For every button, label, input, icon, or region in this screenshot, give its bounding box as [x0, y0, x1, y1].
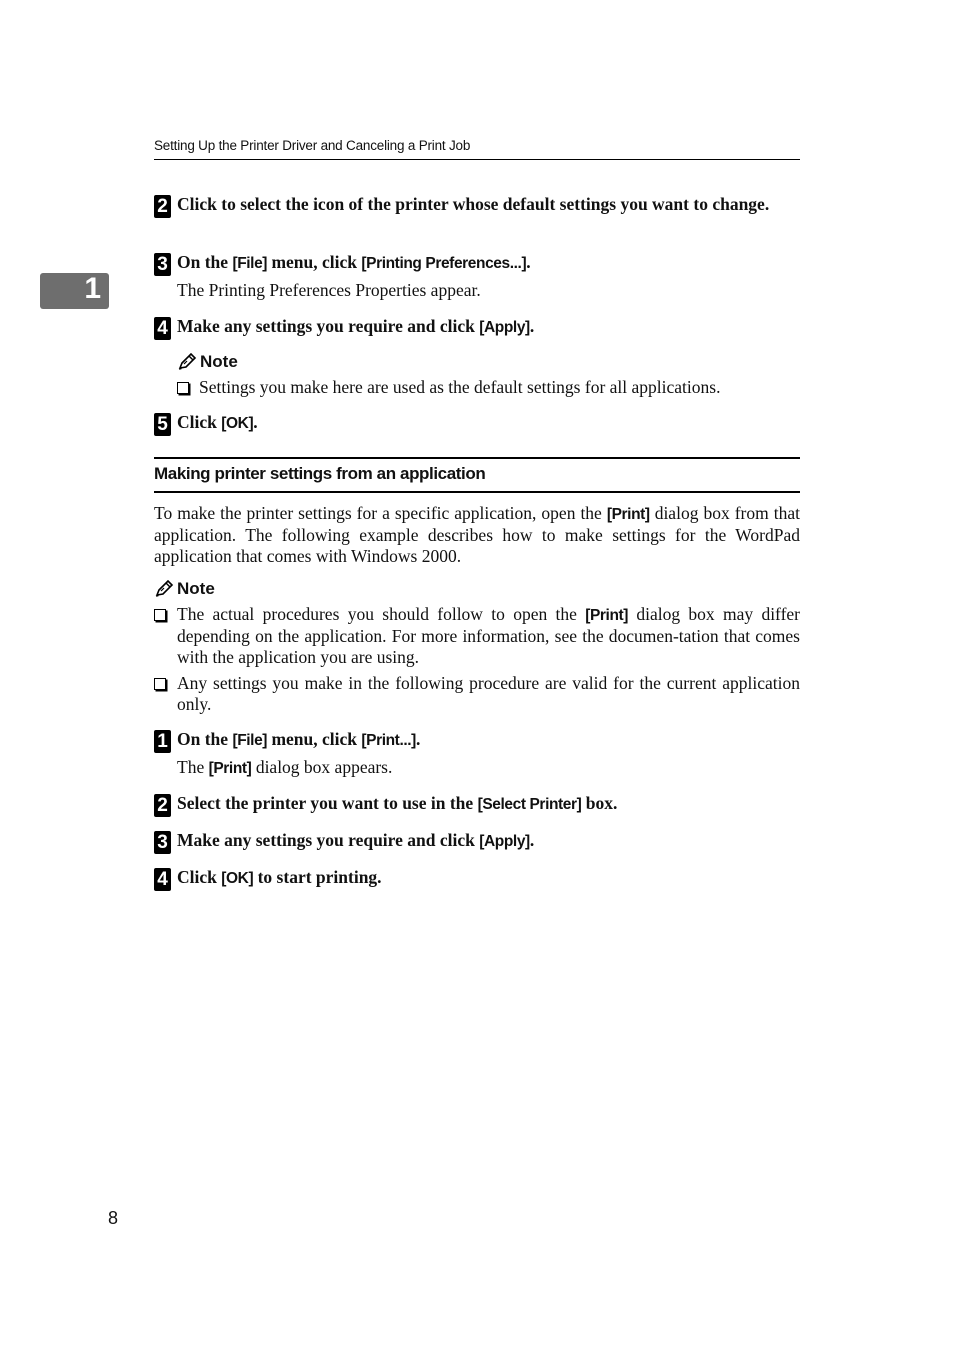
note-heading: [177, 352, 238, 372]
step-3-bottom: [154, 830, 800, 852]
chapter-tab: [40, 273, 109, 309]
step-text: On the [File] menu, click [Printing Preferences...].: [177, 252, 531, 272]
apply-ref: [Apply]: [479, 319, 530, 336]
note-title: Note: [177, 579, 215, 598]
step-number: 2: [154, 794, 171, 817]
checkbox-bullet-icon: [177, 382, 189, 394]
step-2-top: [154, 194, 800, 215]
pencil-icon: [154, 580, 174, 598]
step-number: 3: [154, 253, 171, 276]
section-rule-top: [154, 457, 800, 459]
apply-ref: [Apply]: [479, 833, 530, 850]
running-header: Setting Up the Printer Driver and Canceling a Print Job: [154, 138, 471, 153]
file-menu-ref: [File]: [232, 255, 268, 272]
note-title: Note: [200, 352, 238, 371]
step-4-top: [154, 316, 800, 338]
step-5-top: [154, 412, 800, 434]
print-menu-ref: [Print...]: [361, 732, 416, 749]
step-1-result: The [Print] dialog box appears.: [177, 757, 393, 777]
step-text: On the [File] menu, click [Print...].: [177, 729, 421, 749]
file-menu-ref: [File]: [232, 732, 268, 749]
step-text: Click [OK].: [177, 412, 258, 432]
step-text: Select the printer you want to use in the [Select Printer] box.: [177, 793, 618, 813]
ok-ref: [OK]: [221, 870, 254, 887]
section-intro: To make the printer settings for a specific application, open the [Print] dialog box from that application. The following example describes how to make settings for the WordPad application that comes with Windows 2000.: [154, 503, 800, 566]
printing-preferences-ref: [Printing Preferences...]: [361, 255, 527, 272]
section-title: Making printer settings from an application: [154, 464, 486, 483]
step-3-top: [154, 252, 800, 274]
step-number: 4: [154, 317, 171, 340]
note-heading: [154, 579, 215, 599]
print-dialog-ref: [Print]: [585, 607, 629, 624]
note-item: Settings you make here are used as the default settings for all applications.: [177, 377, 800, 398]
page-number: 8: [108, 1208, 119, 1228]
ok-ref: [OK]: [221, 415, 254, 432]
note-item: Any settings you make in the following procedure are valid for the current application only.: [154, 673, 800, 715]
step-number: 2: [154, 195, 171, 218]
section-rule-bottom: [154, 491, 800, 493]
print-dialog-ref: [Print]: [606, 506, 650, 523]
step-text: Click to select the icon of the printer whose default settings you want to change.: [177, 194, 770, 214]
step-2-bottom: [154, 793, 800, 815]
header-rule: [154, 159, 800, 160]
checkbox-bullet-icon: [154, 678, 166, 690]
note-item: The actual procedures you should follow to open the [Print] dialog box may differ depending on the application. For more information, see the documen-tation that comes with the application you are using.: [154, 604, 800, 668]
pencil-icon: [177, 353, 197, 371]
step-number: 1: [154, 730, 171, 753]
step-text: Make any settings you require and click [Apply].: [177, 316, 535, 336]
checkbox-bullet-icon: [154, 609, 166, 621]
step-number: 5: [154, 413, 171, 436]
step-1-bottom: [154, 729, 800, 751]
print-dialog-ref: [Print]: [208, 760, 252, 777]
step-number: 3: [154, 831, 171, 854]
step-text: Click [OK] to start printing.: [177, 867, 382, 887]
select-printer-ref: [Select Printer]: [477, 796, 582, 813]
chapter-number: 1: [84, 272, 101, 305]
step-text: Make any settings you require and click [Apply].: [177, 830, 535, 850]
step-4-bottom: [154, 867, 800, 889]
step-3-result: The Printing Preferences Properties appear.: [177, 280, 481, 300]
step-number: 4: [154, 868, 171, 891]
